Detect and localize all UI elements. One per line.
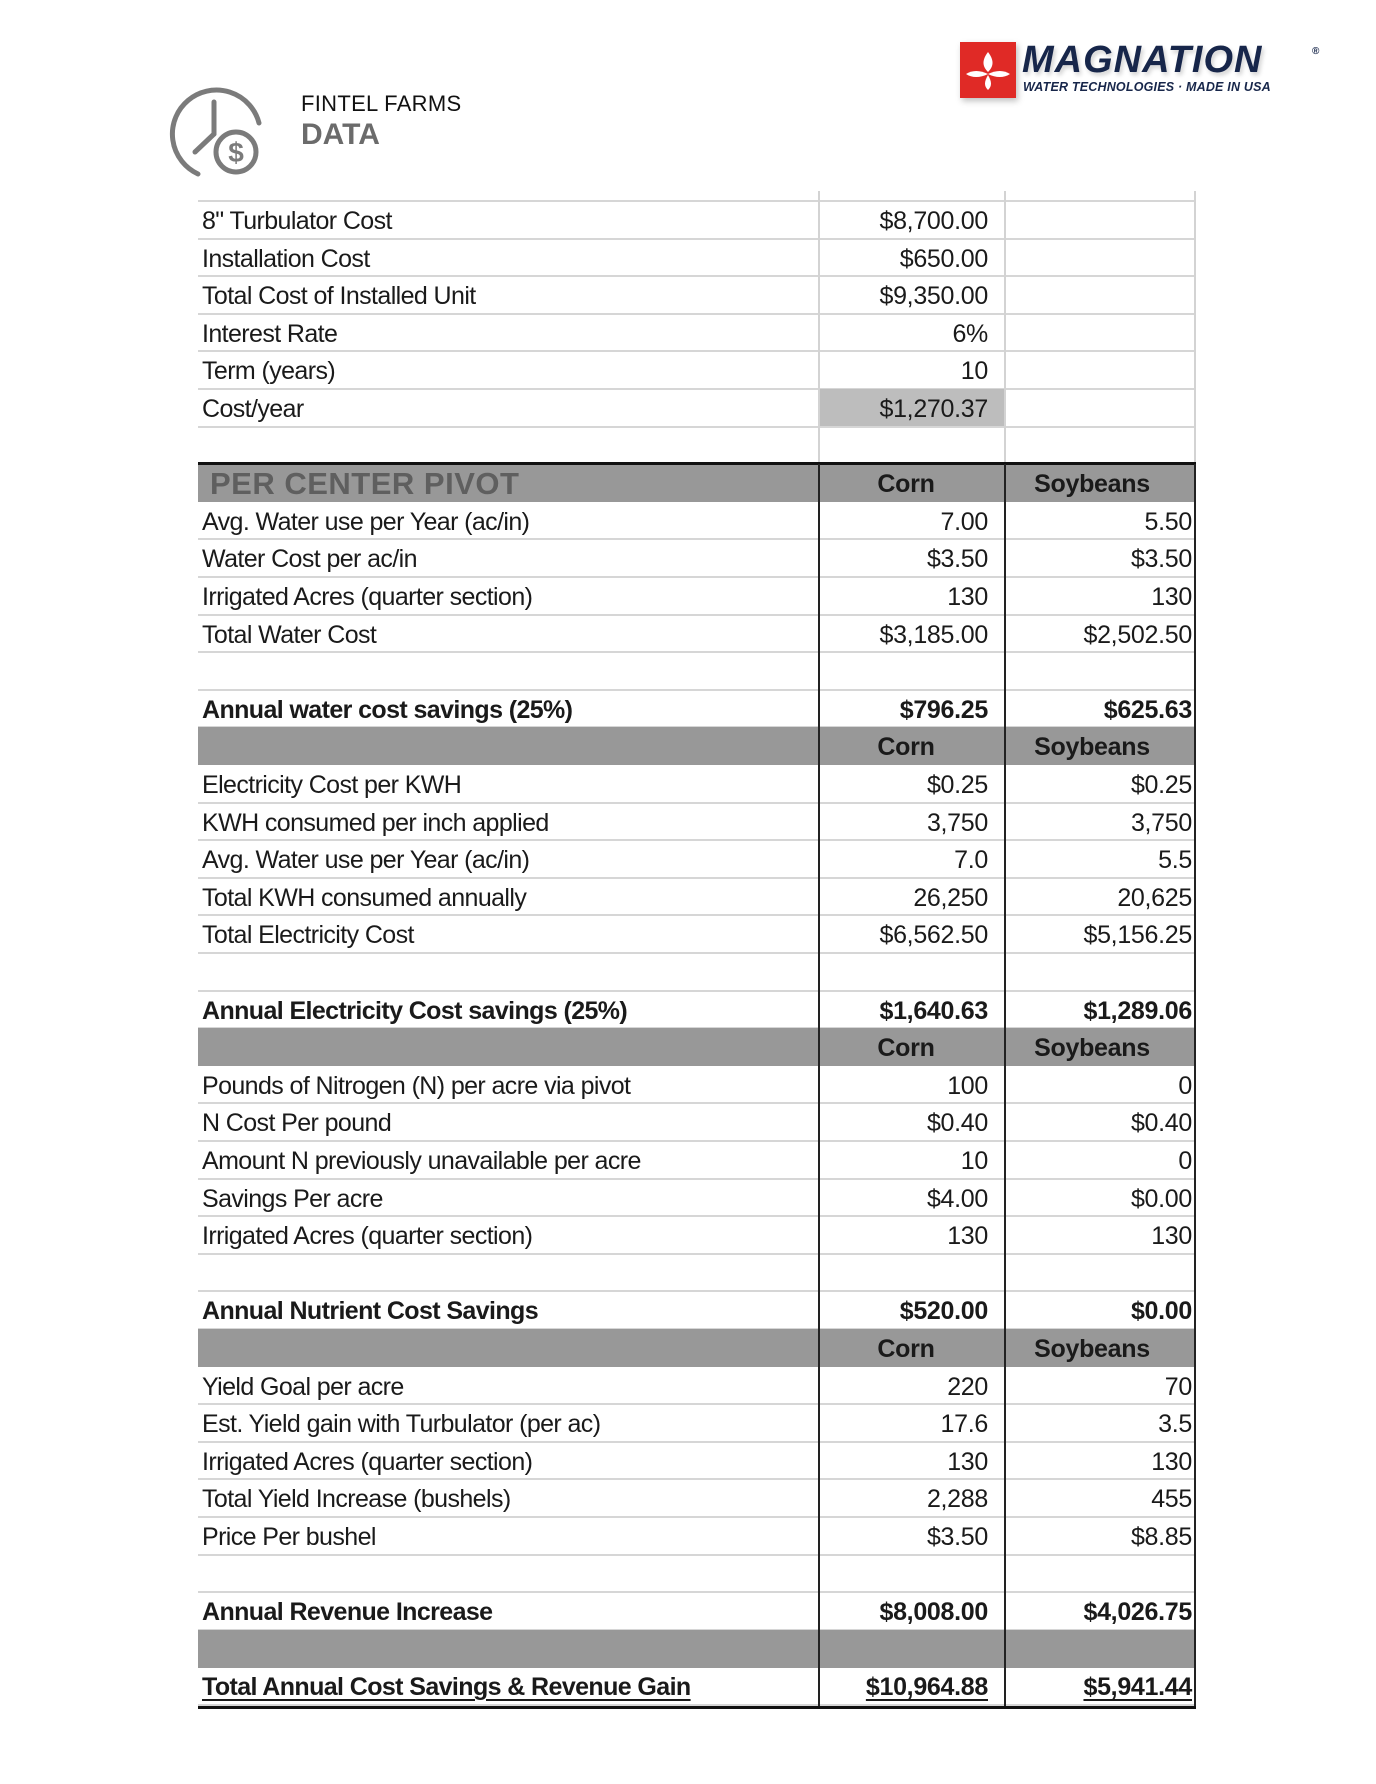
pivot-title: PER CENTER PIVOT — [210, 466, 520, 502]
corn-value: $520.00 — [899, 1297, 988, 1326]
col-header-corn: Corn — [877, 733, 935, 762]
column-divider — [818, 191, 820, 464]
section-title: DATA — [301, 118, 380, 151]
nutrient-data-row — [198, 1216, 1196, 1254]
col-header-soybeans: Soybeans — [1034, 733, 1150, 762]
row-label: Price Per bushel — [202, 1523, 376, 1551]
soybeans-value: $0.40 — [1130, 1109, 1192, 1138]
soybeans-value: $8.85 — [1130, 1523, 1192, 1551]
yield-data-row — [198, 1367, 1196, 1405]
soybeans-value: $625.63 — [1103, 695, 1192, 724]
water-data-row — [198, 539, 1196, 577]
cost-row — [198, 389, 1196, 427]
corn-value: 130 — [947, 1447, 988, 1476]
row-label: Total Yield Increase (bushels) — [202, 1485, 511, 1514]
gridline — [198, 200, 1196, 202]
nutrient-data-row — [198, 1179, 1196, 1217]
soybeans-value: 20,625 — [1117, 883, 1192, 912]
soybeans-value: $0.25 — [1130, 771, 1192, 799]
gridline — [198, 1554, 1196, 1556]
row-label: Electricity Cost per KWH — [202, 771, 462, 799]
electricity-data-row — [198, 840, 1196, 878]
corn-value: $4.00 — [926, 1184, 988, 1213]
col-header-soybeans: Soybeans — [1034, 470, 1150, 499]
row-label: Irrigated Acres (quarter section) — [202, 583, 533, 611]
gridline — [198, 651, 1196, 653]
corn-value: 220 — [947, 1372, 988, 1401]
yield-total-row — [198, 1592, 1196, 1630]
soybeans-value: 0 — [1178, 1147, 1192, 1175]
soybeans-value: 3.5 — [1158, 1410, 1192, 1439]
soybeans-value: $1,289.06 — [1083, 996, 1192, 1025]
electricity-data-row — [198, 803, 1196, 841]
nutrient-data-row — [198, 1066, 1196, 1104]
water-data-row — [198, 615, 1196, 653]
col-header-corn: Corn — [877, 470, 935, 499]
row-label: Annual Nutrient Cost Savings — [202, 1297, 539, 1326]
corn-value: 7.0 — [954, 846, 988, 875]
soybeans-value: 5.50 — [1144, 507, 1192, 536]
corn-value: $3,185.00 — [879, 620, 988, 649]
water-total-row — [198, 690, 1196, 728]
soybeans-value: 5.5 — [1158, 846, 1192, 875]
corn-value: 17.6 — [940, 1410, 988, 1439]
soybeans-value: $0.00 — [1130, 1297, 1192, 1326]
soybeans-value: $3.50 — [1130, 545, 1192, 574]
pivot-border-bottom — [198, 1706, 1196, 1709]
corn-value: 130 — [947, 1222, 988, 1251]
corn-value: 100 — [947, 1071, 988, 1100]
row-label: Avg. Water use per Year (ac/in) — [202, 507, 530, 536]
registered-mark: ® — [1312, 46, 1320, 57]
yield-data-row — [198, 1404, 1196, 1442]
row-label: Irrigated Acres (quarter section) — [202, 1222, 533, 1251]
row-label: Amount N previously unavailable per acre — [202, 1147, 641, 1175]
water-data-row — [198, 502, 1196, 540]
soybeans-value: 130 — [1151, 583, 1192, 611]
row-label: N Cost Per pound — [202, 1109, 392, 1138]
corn-value: 10 — [960, 1147, 988, 1175]
pivot-header-row — [198, 464, 1196, 502]
gridline — [198, 952, 1196, 954]
corn-value: $8,008.00 — [879, 1598, 988, 1627]
row-label: Total Water Cost — [202, 620, 377, 649]
row-label: Annual Revenue Increase — [202, 1598, 493, 1627]
row-label: KWH consumed per inch applied — [202, 808, 549, 837]
row-label: Total KWH consumed annually — [202, 883, 527, 912]
soybeans-value: 3,750 — [1130, 808, 1192, 837]
cost-row — [198, 201, 1196, 239]
electricity-data-row — [198, 878, 1196, 916]
soybeans-value: $0.00 — [1130, 1184, 1192, 1213]
gridline — [198, 426, 1196, 428]
corn-value: $10,964.88 — [865, 1673, 988, 1702]
row-label: Interest Rate — [202, 319, 338, 348]
cost-row — [198, 314, 1196, 352]
row-label: Annual water cost savings (25%) — [202, 695, 573, 724]
row-label: Installation Cost — [202, 244, 370, 273]
col-header-soybeans: Soybeans — [1034, 1034, 1150, 1063]
soybeans-value: 130 — [1151, 1222, 1192, 1251]
brand-heading — [301, 92, 461, 152]
cost-row — [198, 351, 1196, 389]
cost-row — [198, 276, 1196, 314]
row-label: 8" Turbulator Cost — [202, 207, 392, 235]
column-border — [818, 464, 820, 1707]
soybeans-value: 455 — [1151, 1485, 1192, 1514]
row-label: Total Cost of Installed Unit — [202, 282, 476, 311]
row-value: 6% — [952, 319, 988, 348]
corn-value: 3,750 — [926, 808, 988, 837]
soybeans-value: 70 — [1164, 1372, 1192, 1401]
soybeans-value: $5,941.44 — [1083, 1673, 1192, 1702]
section-header-row — [198, 727, 1196, 765]
yield-data-row — [198, 1442, 1196, 1480]
section-header-row — [198, 1028, 1196, 1066]
row-label: Savings Per acre — [202, 1184, 383, 1213]
electricity-total-row — [198, 991, 1196, 1029]
soybeans-value: $5,156.25 — [1083, 921, 1192, 950]
column-border — [1004, 464, 1006, 1707]
row-label: Yield Goal per acre — [202, 1372, 404, 1401]
electricity-data-row — [198, 915, 1196, 953]
section-header-row — [198, 1329, 1196, 1367]
svg-text:$: $ — [228, 137, 244, 168]
nutrient-total-row — [198, 1291, 1196, 1329]
farm-name: FINTEL FARMS — [301, 91, 462, 116]
yield-data-row — [198, 1479, 1196, 1517]
nutrient-data-row — [198, 1103, 1196, 1141]
magnation-logo — [960, 39, 1330, 98]
row-label: Total Electricity Cost — [202, 921, 414, 950]
corn-value: $1,640.63 — [879, 996, 988, 1025]
corn-value: $796.25 — [899, 695, 988, 724]
soybeans-value: 0 — [1178, 1071, 1192, 1100]
row-label: Term (years) — [202, 357, 336, 386]
logo-mark — [960, 42, 1016, 98]
row-value: $8,700.00 — [879, 207, 988, 235]
row-label: Irrigated Acres (quarter section) — [202, 1447, 533, 1476]
soybeans-value: $4,026.75 — [1083, 1598, 1192, 1627]
row-value: 10 — [960, 357, 988, 386]
row-value: $9,350.00 — [879, 282, 988, 311]
clock-dollar-icon — [168, 82, 268, 178]
corn-value: $3.50 — [926, 1523, 988, 1551]
row-value: $1,270.37 — [879, 395, 988, 423]
corn-value: 130 — [947, 583, 988, 611]
spacer-row — [198, 1630, 1196, 1668]
gridline — [198, 1253, 1196, 1255]
grand-total-row — [198, 1667, 1196, 1705]
logo-tagline: WATER TECHNOLOGIES · MADE IN USA — [1023, 80, 1271, 94]
col-header-corn: Corn — [877, 1335, 935, 1363]
corn-value: $0.40 — [926, 1109, 988, 1138]
col-header-corn: Corn — [877, 1034, 935, 1063]
leaf-icon — [960, 42, 1016, 98]
corn-value: $3.50 — [926, 545, 988, 574]
row-label: Avg. Water use per Year (ac/in) — [202, 846, 530, 875]
row-label: Water Cost per ac/in — [202, 545, 417, 574]
corn-value: $0.25 — [926, 771, 988, 799]
row-label: Annual Electricity Cost savings (25%) — [202, 996, 628, 1025]
electricity-data-row — [198, 765, 1196, 803]
corn-value: 2,288 — [926, 1485, 988, 1514]
column-border — [1194, 464, 1196, 1707]
column-divider — [1004, 191, 1006, 464]
soybeans-value: 130 — [1151, 1447, 1192, 1476]
row-label: Pounds of Nitrogen (N) per acre via pivot — [202, 1071, 631, 1100]
row-value: $650.00 — [899, 244, 988, 273]
col-header-soybeans: Soybeans — [1034, 1335, 1150, 1363]
row-label: Est. Yield gain with Turbulator (per ac) — [202, 1410, 601, 1439]
logo-name: MAGNATION — [1022, 39, 1263, 81]
row-label: Cost/year — [202, 395, 304, 423]
corn-value: $6,562.50 — [879, 921, 988, 950]
water-data-row — [198, 577, 1196, 615]
nutrient-data-row — [198, 1141, 1196, 1179]
pivot-border-top — [198, 462, 1196, 465]
cost-row — [198, 239, 1196, 277]
corn-value: 26,250 — [913, 883, 988, 912]
corn-value: 7.00 — [940, 507, 988, 536]
column-divider — [1194, 191, 1196, 464]
row-label: Total Annual Cost Savings & Revenue Gain — [202, 1673, 691, 1702]
yield-data-row — [198, 1517, 1196, 1555]
soybeans-value: $2,502.50 — [1083, 620, 1192, 649]
